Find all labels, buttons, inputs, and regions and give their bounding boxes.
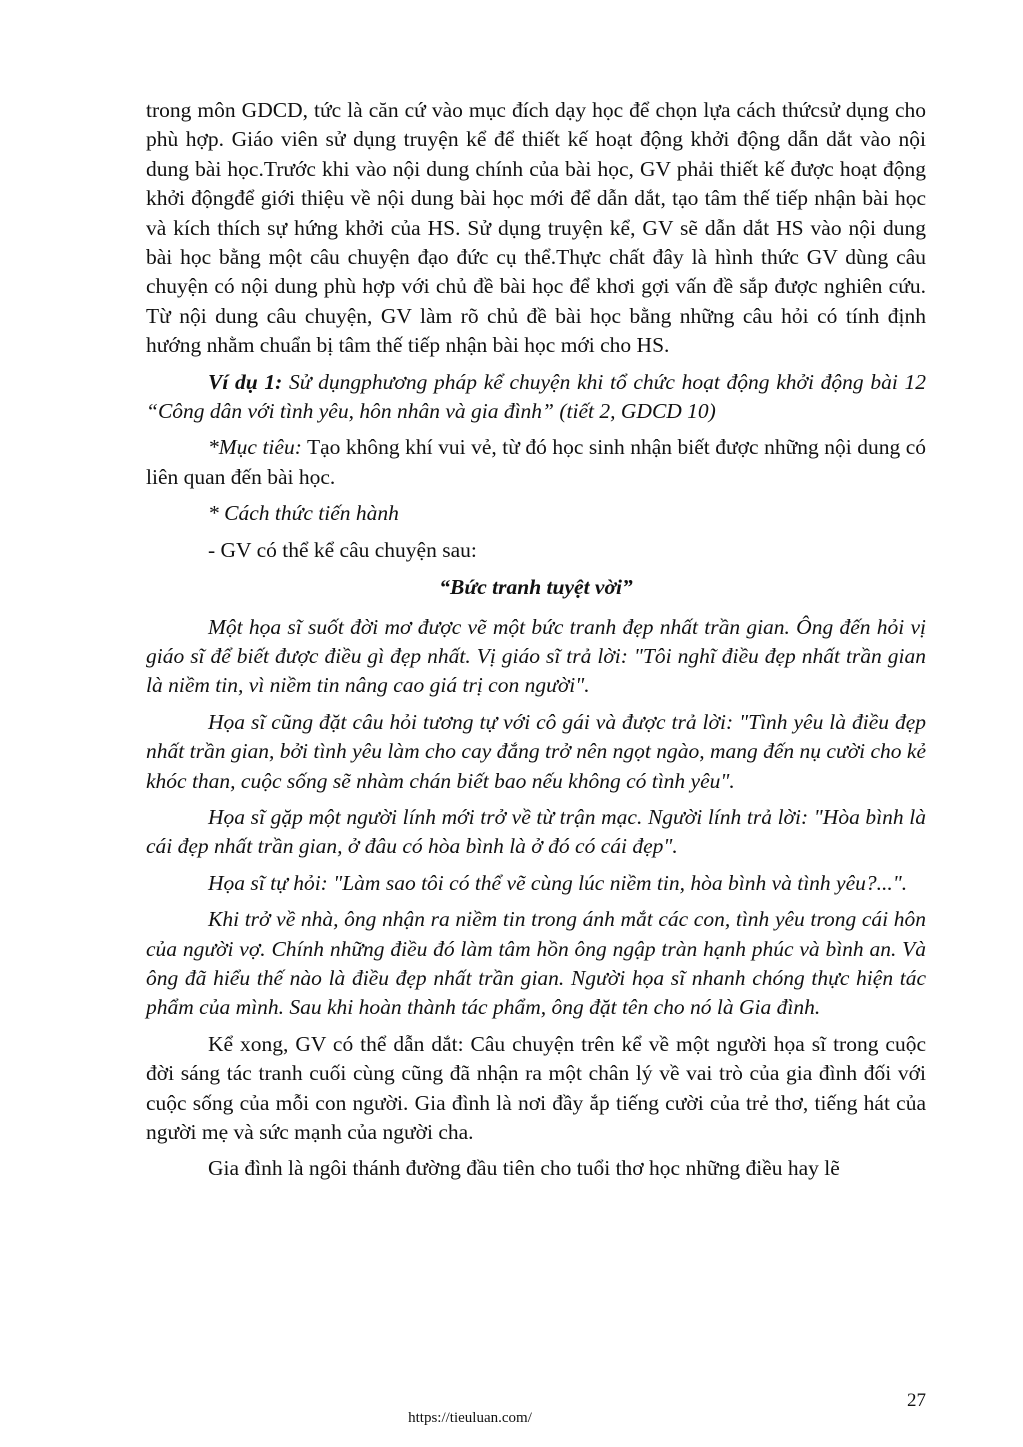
story-paragraph: Họa sĩ gặp một người lính mới trở về từ trận mạc. Người lính trả lời: "Hòa bình là cái đẹp nhất trần gian, ở đâu có hòa bình là ở đó có cái đẹp". xyxy=(146,804,926,859)
story-title: “Bức tranh tuyệt vời” xyxy=(439,575,633,600)
story-paragraph: Họa sĩ cũng đặt câu hỏi tương tự với cô gái và được trả lời: "Tình yêu là điều đẹp nhất trần gian, bởi tình yêu làm cho cay đắng trở nên ngọt ngào, mang đến nụ cười cho kẻ khóc than, cuộc sống sẽ nhàm chán biết bao nếu không có tình yêu". xyxy=(146,709,927,793)
story-paragraph: Một họa sĩ suốt đời mơ được vẽ một bức tranh đẹp nhất trần gian. Ông đến hỏi vị giáo sĩ để biết được điều gì đẹp nhất. Vị giáo sĩ trả lời: "Tôi nghĩ điều đẹp nhất trần gian là niềm tin, vì niềm tin nâng cao giá trị con người". xyxy=(146,614,926,698)
after-paragraph: Kể xong, GV có thể dẫn dắt: Câu chuyện trên kể về một người họa sĩ trong cuộc đời sáng tác tranh cuối cùng cũng đã nhận ra một chân lý về vai trò của gia đình đối với cuộc sống của mỗi con người. Gia đình là nơi đầy ắp tiếng cười của trẻ thơ, tiếng hát của người mẹ và sức mạnh của người cha. xyxy=(146,1031,926,1144)
example-text: Sử dụngphương pháp kể chuyện khi tổ chức hoạt động khởi động bài 12 “Công dân với tình yêu, hôn nhân và gia đình” (tiết 2, GDCD 10) xyxy=(146,369,926,424)
example-label: Ví dụ 1: xyxy=(208,369,283,394)
after-paragraph: Gia đình là ngôi thánh đường đầu tiên cho tuổi thơ học những điều hay lẽ xyxy=(208,1156,840,1181)
intro-paragraph: trong môn GDCD, tức là căn cứ vào mục đích dạy học để chọn lựa cách thứcsử dụng cho phù hợp. Giáo viên sử dụng truyện kể để thiết kế hoạt động khởi động dẫn dắt vào nội dung bài học.Trước khi vào nội dung chính của bài học, GV phải thiết kế được hoạt động khởi độngđể giới thiệu về nội dung bài học mới để dẫn dắt, tạo tâm thế tiếp nhận bài học và kích thích sự hứng khởi của HS. Sử dụng truyện kể, GV sẽ dẫn dắt HS vào nội dung bài học bằng một câu chuyện đạo đức cụ thể.Thực chất đây là hình thức GV dùng câu chuyện có nội dung phù hợp với chủ đề bài học để khơi gợi vấn đề sắp được nghiên cứu. Từ nội dung câu chuyện, GV làm rõ chủ đề bài học bằng những câu hỏi có tính định hướng nhằm chuẩn bị tâm thế tiếp nhận bài học mới cho HS. xyxy=(146,98,926,358)
objective-label: *Mục tiêu: xyxy=(208,435,302,460)
footer-url[interactable]: https://tieuluan.com/ xyxy=(408,1410,532,1426)
method-heading: * Cách thức tiến hành xyxy=(208,501,399,526)
story-paragraph: Khi trở về nhà, ông nhận ra niềm tin trong ánh mắt các con, tình yêu trong cái hôn của người vợ. Chính những điều đó làm tâm hồn ông ngập tràn hạnh phúc và bình an. Và ông đã hiểu thế nào là điều đẹp nhất trần gian. Người họa sĩ nhanh chóng thực hiện tác phẩm của mình. Sau khi hoàn thành tác phẩm, ông đặt tên cho nó là Gia đình. xyxy=(146,907,926,1020)
example-paragraph xyxy=(146,368,926,427)
page-body xyxy=(146,96,926,1191)
story-paragraph: Họa sĩ tự hỏi: "Làm sao tôi có thể vẽ cùng lúc niềm tin, hòa bình và tình yêu?...". xyxy=(208,870,908,895)
objective-paragraph xyxy=(146,433,926,492)
page-number: 27 xyxy=(907,1390,926,1411)
objective-text: Tạo không khí vui vẻ, từ đó học sinh nhận biết được những nội dung có liên quan đến bài học. xyxy=(146,435,926,489)
story-intro: - GV có thể kể câu chuyện sau: xyxy=(208,537,477,562)
